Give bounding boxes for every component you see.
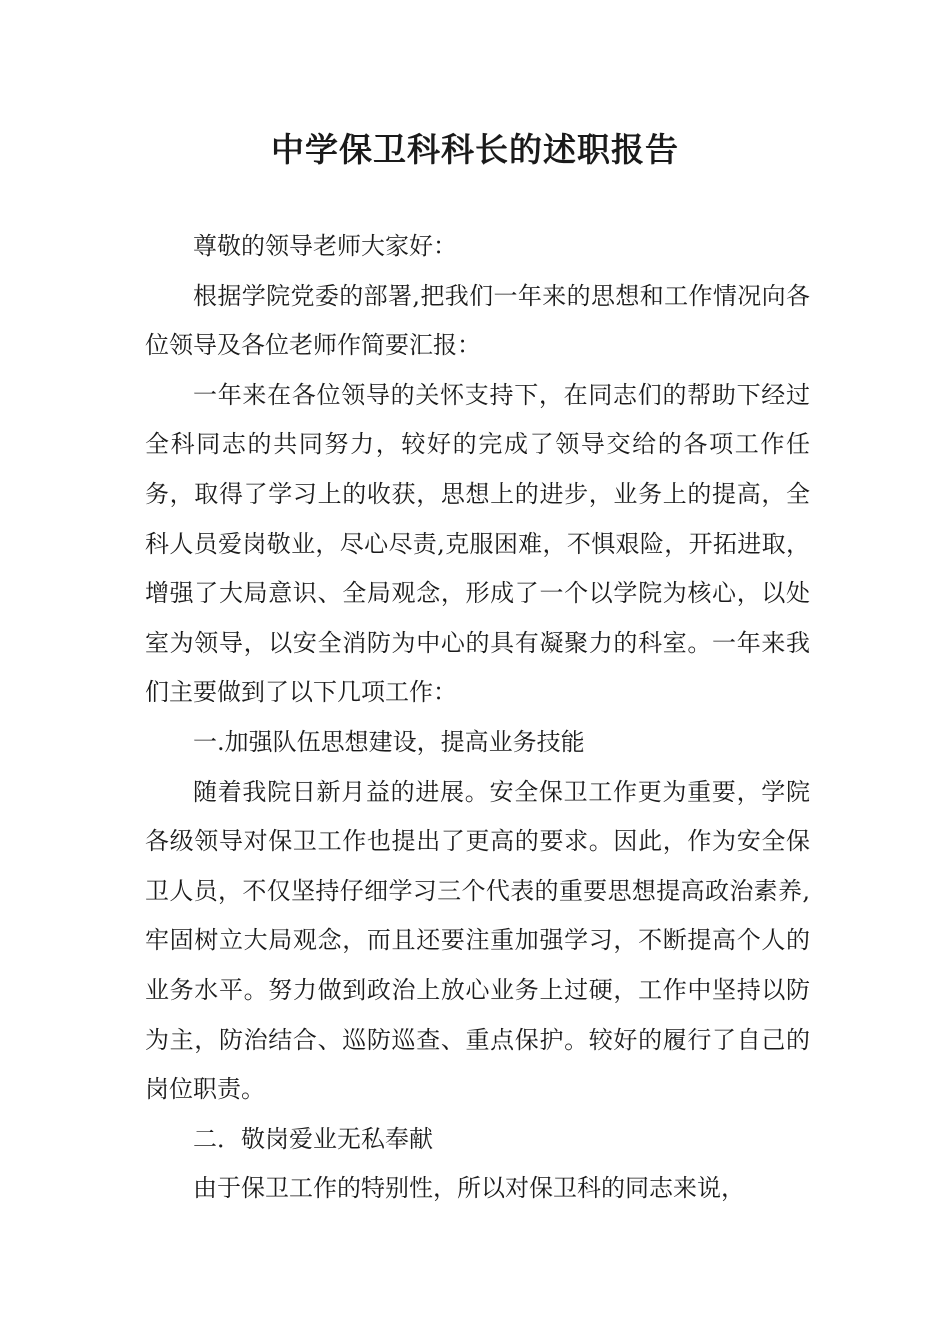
paragraph-salutation: 尊敬的领导老师大家好： — [193, 232, 457, 260]
document-body — [145, 222, 810, 1214]
paragraph-intro: 根据学院党委的部署,把我们一年来的思想和工作情况向各位领导及各位老师作简要汇报： — [145, 281, 810, 360]
paragraph-summary: 一年来在各位领导的关怀支持下，在同志们的帮助下经过全科同志的共同努力，较好的完成了领导交给的各项工作任务，取得了学习上的收获，思想上的进步，业务上的提高，全科人员爱岗敬业，尽心尽责,克服困难，不惧艰险，开拓进取，增强了大局意识、全局观念，形成了一个以学院为核心，以处室为领导，以安全消防为中心的具有凝聚力的科室。一年来我们主要做到了以下几项工作： — [145, 380, 810, 707]
document-title: 中学保卫科科长的述职报告 — [271, 130, 679, 169]
section-heading-2: 二．敬岗爱业无私奉献 — [193, 1124, 433, 1153]
paragraph-section-1: 随着我院日新月益的进展。安全保卫工作更为重要，学院各级领导对保卫工作也提出了更高的要求。因此，作为安全保卫人员，不仅坚持仔细学习三个代表的重要思想提高政治素养,牢固树立大局观念，而且还要注重加强学习，不断提高个人的业务水平。努力做到政治上放心业务上过硬，工作中坚持以防为主，防治结合、巡防巡查、重点保护。较好的履行了自己的岗位职责。 — [145, 777, 810, 1104]
section-heading-1: 一.加强队伍思想建设，提高业务技能 — [193, 727, 585, 756]
paragraph-section-2: 由于保卫工作的特别性，所以对保卫科的同志来说， — [193, 1174, 745, 1203]
